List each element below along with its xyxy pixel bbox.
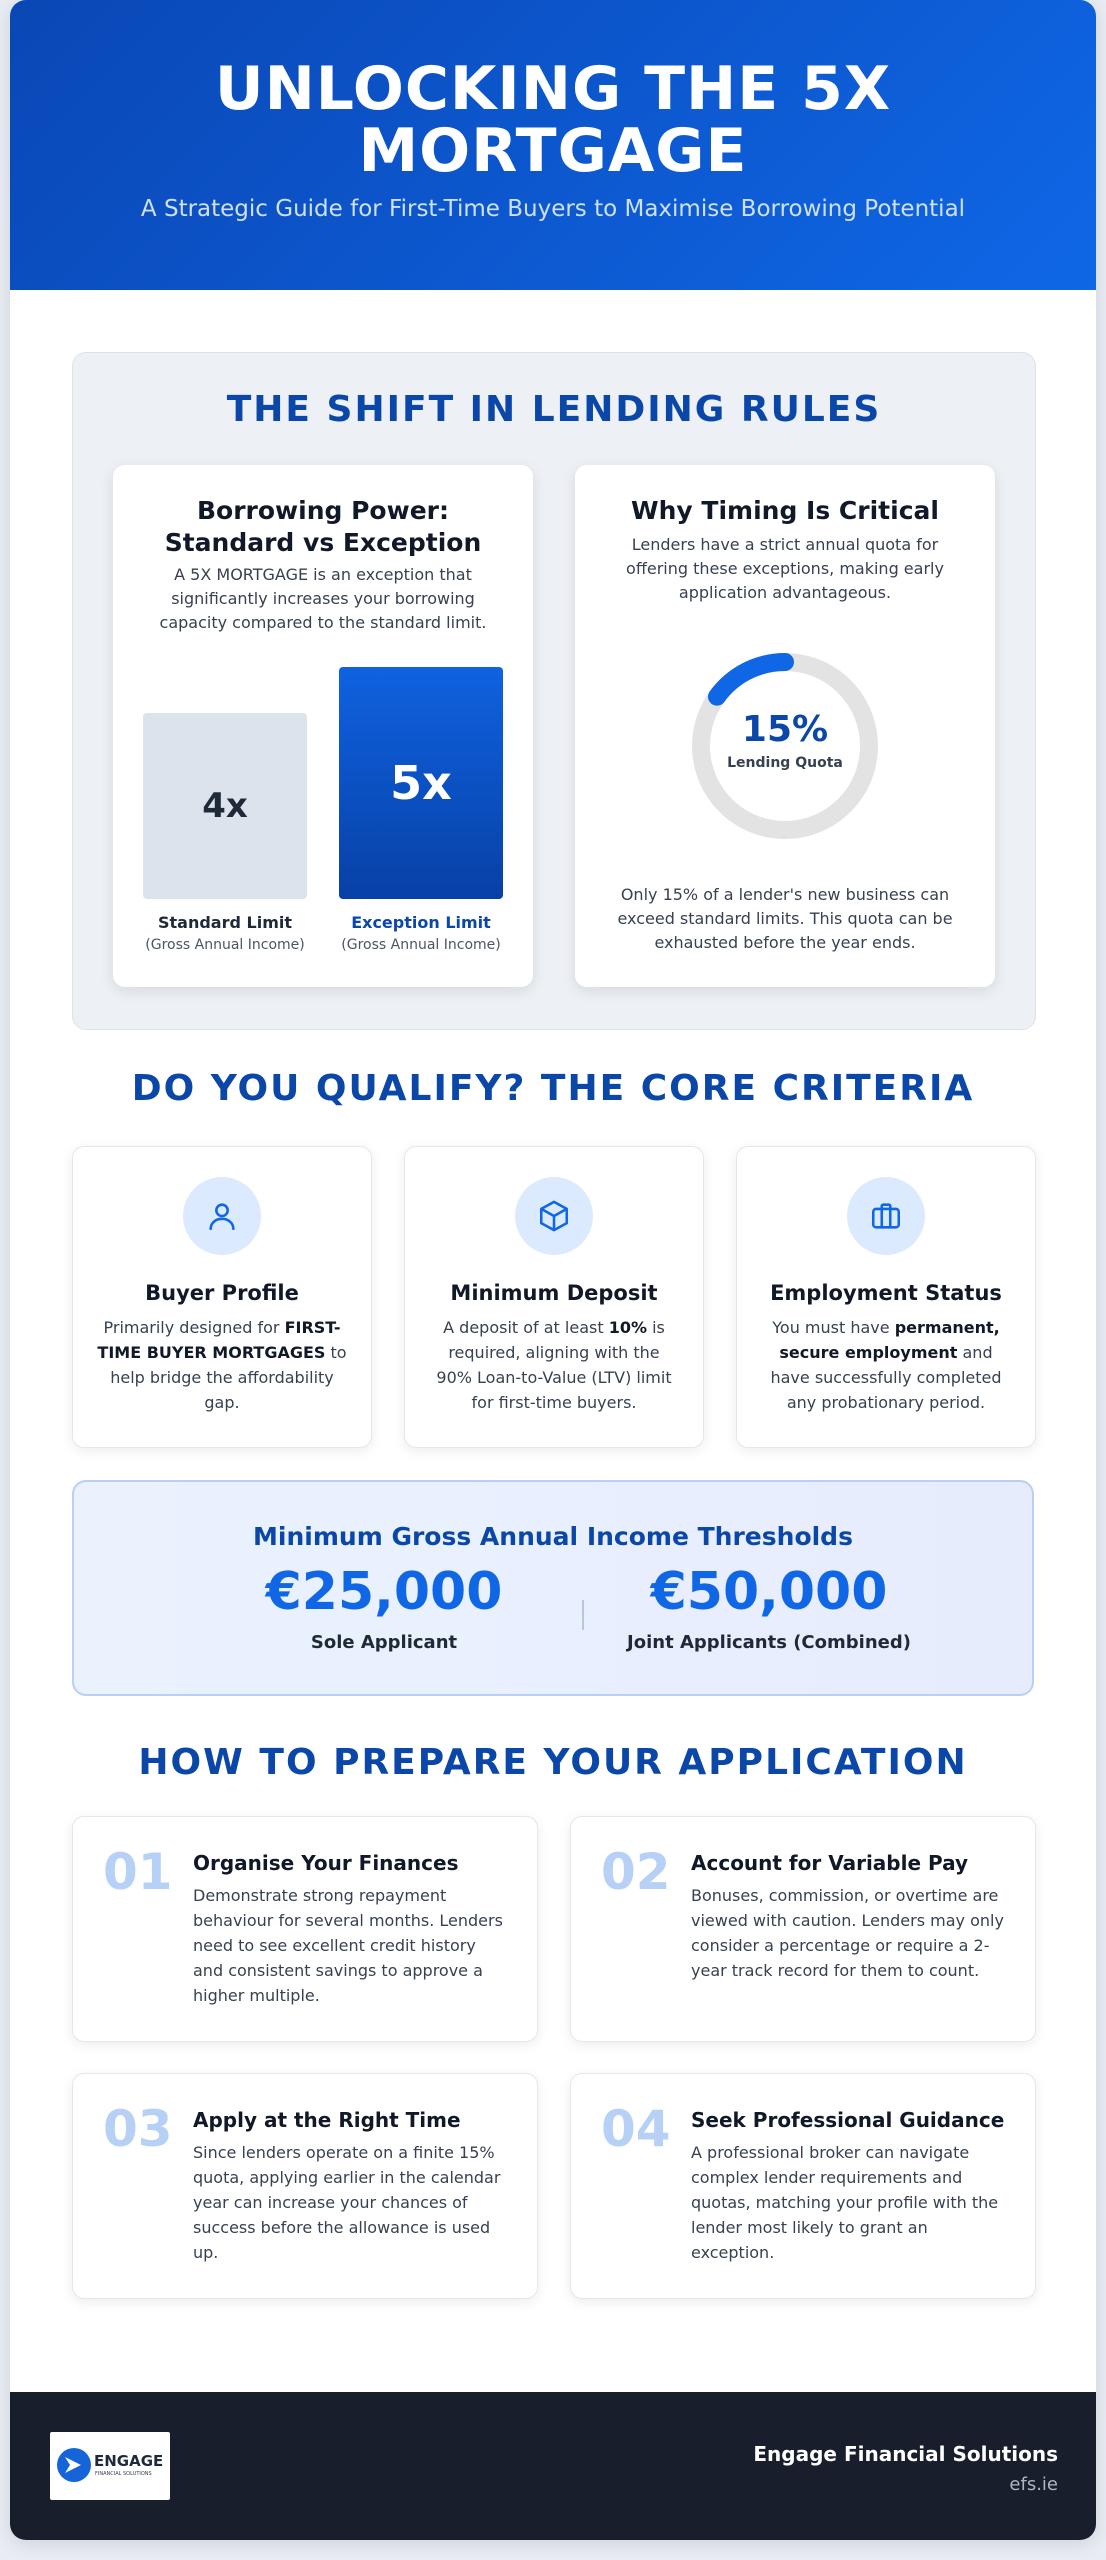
lending-quota-label: Lending Quota: [727, 755, 843, 771]
step-text: Since lenders operate on a finite 15% quota, applying earlier in the calendar year can increase your chances of success before the allowance is used up.: [193, 2143, 501, 2262]
criteria-title: DO YOU QUALIFY? THE CORE CRITERIA: [131, 1068, 975, 1109]
step-title: Seek Professional Guidance: [691, 2108, 1005, 2132]
timing-description: Lenders have a strict annual quota for offering these exceptions, making early application advantageous.: [626, 535, 944, 602]
infographic-page: [10, 0, 1096, 2540]
timing-card: [575, 465, 995, 987]
lending-rules-title: THE SHIFT IN LENDING RULES: [226, 389, 882, 430]
standard-limit-sublabel: (Gross Annual Income): [145, 937, 305, 953]
prepare-step-3: [72, 2073, 538, 2299]
joint-applicants-label: Joint Applicants (Combined): [627, 1632, 911, 1653]
exception-limit-sublabel: (Gross Annual Income): [341, 937, 501, 953]
income-thresholds-box: [72, 1480, 1034, 1696]
criteria-card-employment-status: [736, 1146, 1036, 1448]
criteria-card-minimum-deposit: [404, 1146, 704, 1448]
criteria-card-buyer-profile: [72, 1146, 372, 1448]
prepare-step-1: [72, 1816, 538, 2042]
prepare-step-4: [570, 2073, 1036, 2299]
website-link[interactable]: efs.ie: [1009, 2474, 1058, 2495]
criteria-text-part: and have successfully completed any probationary period.: [770, 1343, 1002, 1412]
step-title: Organise Your Finances: [193, 1851, 459, 1875]
hero-header: [10, 0, 1096, 290]
criteria-title-employment-status: Employment Status: [770, 1281, 1002, 1305]
standard-limit-value: 4x: [202, 786, 248, 826]
step-title: Apply at the Right Time: [193, 2108, 461, 2132]
step-number: 02: [601, 1843, 671, 1901]
criteria-text-employment-status: [761, 1315, 1011, 1415]
step-title: Account for Variable Pay: [691, 1851, 969, 1875]
logo-subtext: FINANCIAL SOLUTIONS: [95, 2471, 152, 2477]
logo-text: ENGAGE: [94, 2452, 164, 2470]
income-divider: [582, 1600, 584, 1630]
step-number: 04: [601, 2100, 671, 2158]
timing-title: Why Timing Is Critical: [631, 496, 939, 525]
criteria-text-bold: 10%: [608, 1318, 647, 1337]
step-number: 03: [103, 2100, 173, 2158]
sole-applicant-label: Sole Applicant: [310, 1632, 458, 1653]
standard-limit-label: Standard Limit: [157, 913, 292, 932]
sole-applicant-amount: €25,000: [265, 1562, 503, 1622]
criteria-text-part: to help bridge the affordability gap.: [110, 1343, 347, 1412]
company-name: Engage Financial Solutions: [753, 2442, 1058, 2466]
borrowing-power-title: Borrowing Power: Standard vs Exception: [164, 496, 482, 557]
criteria-title-buyer-profile: Buyer Profile: [145, 1281, 299, 1305]
criteria-text-part: Primarily designed for: [103, 1318, 285, 1337]
criteria-text-minimum-deposit: [429, 1315, 679, 1415]
criteria-text-part: A deposit of at least: [443, 1318, 609, 1337]
step-text: Demonstrate strong repayment behaviour for several months. Lenders need to see excellent credit history and consistent savings to approve a higher multiple.: [193, 1886, 503, 2005]
page-subtitle: A Strategic Guide for First-Time Buyers to Maximise Borrowing Potential: [140, 196, 966, 222]
criteria-text-bold: FIRST-TIME BUYER MORTGAGES: [97, 1318, 341, 1362]
criteria-text-bold: permanent, secure employment: [779, 1318, 1000, 1362]
logo-mark-icon: [56, 2447, 92, 2483]
criteria-text-part: You must have: [772, 1318, 895, 1337]
user-icon: [183, 1177, 261, 1255]
footer: [10, 2392, 1096, 2540]
exception-limit-bar: [339, 667, 503, 899]
criteria-text-part: is required, aligning with the 90% Loan-to-Value (LTV) limit for first-time buyers.: [436, 1318, 672, 1412]
prepare-title: HOW TO PREPARE YOUR APPLICATION: [138, 1742, 968, 1783]
joint-applicants-amount: €50,000: [650, 1562, 888, 1622]
company-logo[interactable]: [50, 2432, 170, 2500]
criteria-title-minimum-deposit: Minimum Deposit: [450, 1281, 658, 1305]
cube-icon: [515, 1177, 593, 1255]
timing-note: Only 15% of a lender's new business can exceed standard limits. This quota can be exhausted before the year ends.: [617, 885, 953, 952]
step-text: Bonuses, commission, or overtime are viewed with caution. Lenders may only consider a percentage or require a 2-year track record for them to count.: [691, 1886, 1004, 1980]
exception-limit-value: 5x: [390, 756, 452, 810]
criteria-text-buyer-profile: [97, 1315, 347, 1415]
step-number: 01: [103, 1843, 173, 1901]
borrowing-power-card: [113, 465, 533, 987]
step-text: A professional broker can navigate complex lender requirements and quotas, matching your profile with the lender most likely to grant an exception.: [691, 2143, 999, 2262]
borrowing-power-description: A 5X MORTGAGE is an exception that significantly increases your borrowing capacity compared to the standard limit.: [159, 565, 487, 632]
lending-quota-percent: 15%: [741, 709, 829, 750]
prepare-step-2: [570, 1816, 1036, 2042]
briefcase-icon: [847, 1177, 925, 1255]
standard-limit-bar: [143, 713, 307, 899]
exception-limit-label: Exception Limit: [351, 913, 491, 932]
income-thresholds-title: Minimum Gross Annual Income Thresholds: [253, 1522, 853, 1551]
page-title: UNLOCKING THE 5X MORTGAGE: [214, 54, 892, 186]
lending-rules-section: [72, 352, 1036, 1030]
